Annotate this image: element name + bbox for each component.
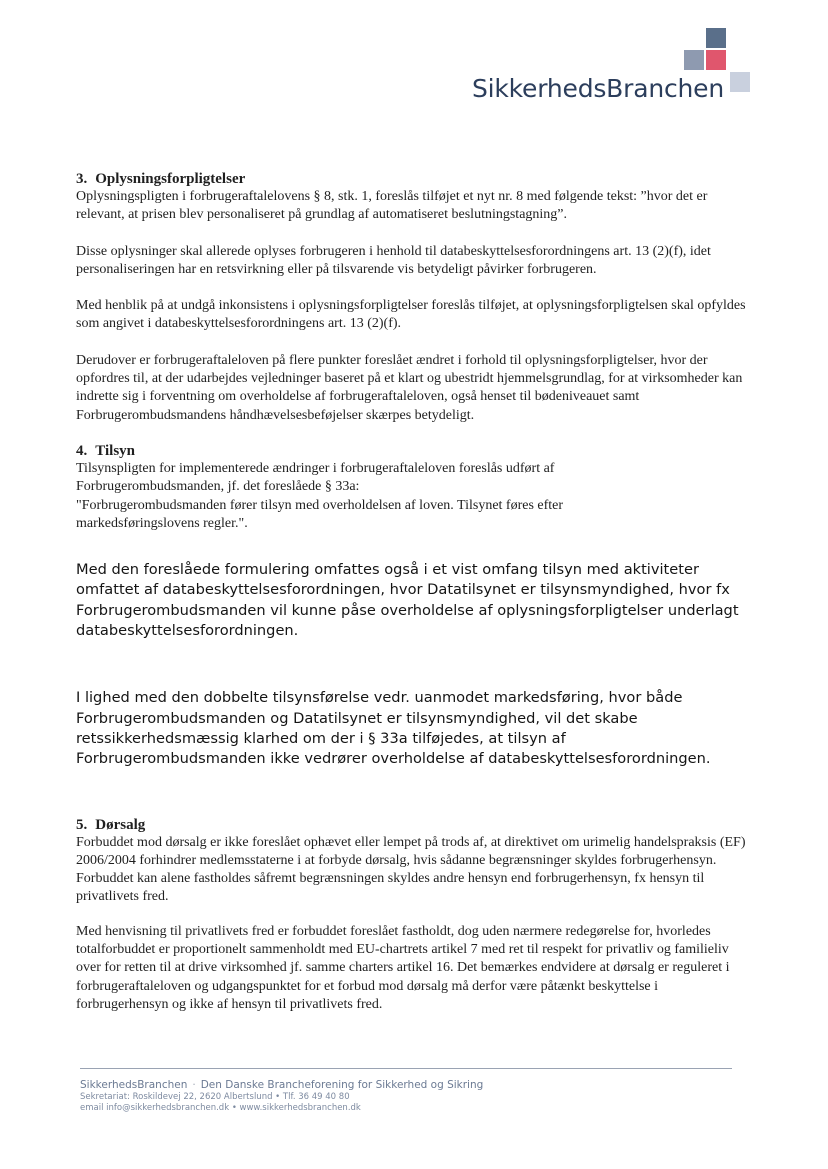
section-4-intro-line: Forbrugerombudsmanden, jf. det foreslåede § 33a:: [76, 479, 360, 495]
section-number: 4.: [76, 442, 88, 459]
footer-contact: email info@sikkerhedsbranchen.dk • www.sikkerhedsbranchen.dk: [80, 1103, 361, 1113]
footer-tagline: Den Danske Brancheforening for Sikkerhed og Sikring: [200, 1079, 484, 1091]
section-3-paragraph-1: Oplysningspligten i forbrugeraftalelovens § 8, stk. 1, foreslås tilføjet et nyt nr. 8 med følgende tekst: ”hvor det er relevant, at prisen blev personaliseret på grundlag af automatiseret beslutningstagning”.: [76, 189, 708, 223]
footer-org: SikkerhedsBranchen: [80, 1079, 188, 1091]
footer-divider: [80, 1068, 732, 1069]
footer-address: Sekretariat: Roskildevej 22, 2620 Albertslund • Tlf. 36 49 40 80: [80, 1092, 350, 1102]
logo-square-light: [730, 72, 750, 92]
document-body: [76, 170, 752, 1014]
logo-square-dark: [706, 28, 726, 48]
section-number: 3.: [76, 171, 88, 187]
section-3-paragraph-4: Derudover er forbrugeraftaleloven på flere punkter foreslået ændret i forhold til oplysningsforpligtelser, hvor der opfordres til, at der udarbejdes vejledninger baseret på et klart og ubestridt hjemmelsgrundlag, for at virksomheder kan indrette sig i forventning om overholdelse af forbrugeraftaleloven, også henset til bødeniveauet samt Forbrugerombudsmandens håndhævelsesbeføjelser skærpes betydeligt.: [76, 352, 743, 423]
section-number: 5.: [76, 816, 88, 833]
section-4-intro-line: markedsføringslovens regler.".: [76, 515, 248, 531]
section-3-heading: [76, 170, 752, 188]
section-5-paragraph-1: Forbuddet mod dørsalg er ikke foreslået ophævet eller lempet på trods af, at direktivet om urimelig handelspraksis (EF) 2006/2004 forhindrer medlemsstaterne i at forbyde dørsalg, hvis sådanne begrænsninger skyldes forbrugerhensyn. Forbuddet kan alene fastholdes såfremt begrænsningen skyldes andre hensyn end forbrugerhensyn, fx hensyn til privatlivets fred.: [76, 834, 746, 905]
logo: [471, 28, 750, 108]
section-title: Dørsalg: [95, 816, 146, 833]
section-title: Tilsyn: [95, 442, 135, 459]
section-4-sans-paragraph-2: I lighed med den dobbelte tilsynsførelse vedr. uanmodet markedsføring, hvor både Forbrugerombudsmanden og Datatilsynet er tilsynsmyndighed, vil det skabe retssikkerhedsmæssig klarhed om der i § 33a tilføjedes, at tilsyn af Forbrugerombudsmanden ikke vedrører overholdelse af databeskyttelsesforordningen.: [76, 689, 711, 768]
logo-square-grey: [684, 50, 704, 70]
section-title: Oplysningsforpligtelser: [95, 171, 246, 187]
section-5-heading: [76, 816, 752, 834]
section-4-intro: [76, 460, 752, 533]
section-3-paragraph-2: Disse oplysninger skal allerede oplyses forbrugeren i henhold til databeskyttelsesforordningens art. 13 (2)(f), idet personaliseringen har en retsvirkning eller på tilsvarende vis betydeligt påvirker forbrugeren.: [76, 243, 711, 277]
footer: [80, 1068, 732, 1114]
section-4-intro-line: "Forbrugerombudsmanden fører tilsyn med overholdelsen af loven. Tilsynet føres efter: [76, 497, 564, 513]
footer-separator: ·: [192, 1079, 196, 1091]
section-4-sans-paragraph-1: Med den foreslåede formulering omfattes også i et vist omfang tilsyn med aktiviteter omfattet af databeskyttelsesforordningen, hvor Datatilsynet er tilsynsmyndighed, hvor fx Forbrugerombudsmanden vil kunne påse overholdelse af oplysningsforpligtelser underlagt databeskyttelsesforordningen.: [76, 561, 739, 640]
section-4-heading: [76, 442, 752, 460]
section-4-intro-line: Tilsynspligten for implementerede ændringer i forbrugeraftaleloven foreslås udført af: [76, 460, 555, 476]
logo-square-pink: [706, 50, 726, 70]
section-3-paragraph-3: Med henblik på at undgå inkonsistens i oplysningsforpligtelser foreslås tilføjet, at oplysningsforpligtelsen skal opfyldes som angivet i databeskyttelsesforordningens art. 13 (2)(f).: [76, 298, 746, 332]
logo-text: SikkerhedsBranchen: [471, 74, 724, 103]
footer-org-line: [80, 1079, 732, 1092]
section-5-paragraph-2: Med henvisning til privatlivets fred er forbuddet foreslået fastholdt, dog uden nærmere redegørelse for, hvorledes totalforbuddet er proportionelt sammenholdt med EU-chartrets artikel 7 med ret til respekt for privatliv og familieliv over for retten til at drive virksomhed jf. samme charters artikel 16. Det bemærkes endvidere at dørsalg er reguleret i forbrugeraftaleloven og udgangspunktet for et forbud mod dørsalg må derfor være påtænkt beskyttelse i forbrugerhensyn og ikke af hensyn til privatlivets fred.: [76, 923, 730, 1012]
